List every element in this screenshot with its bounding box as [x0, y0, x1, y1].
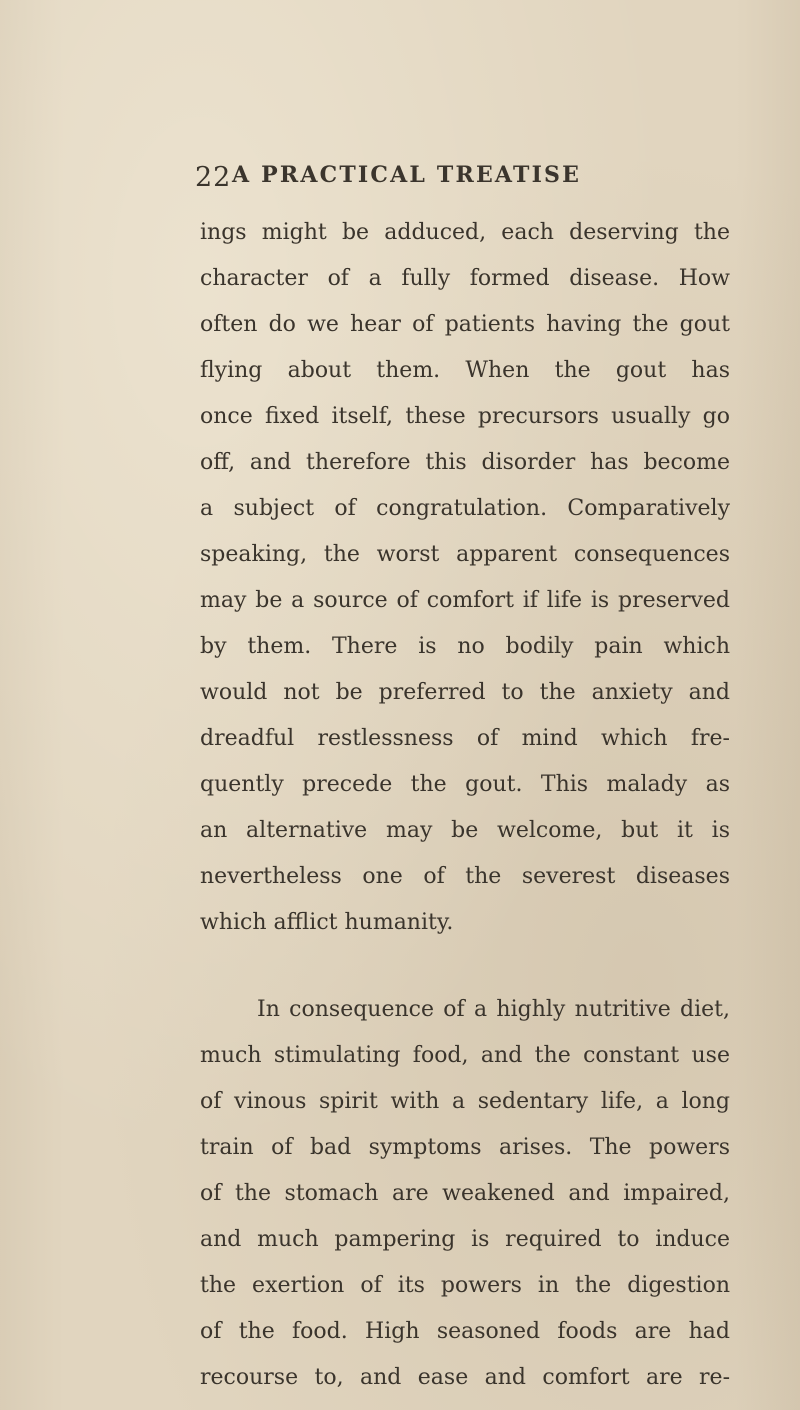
text-line: character of a fully formed disease. How: [200, 266, 730, 291]
text-line: train of bad symptoms arises. The powers: [200, 1135, 730, 1160]
running-head: [195, 162, 755, 202]
text-line: and much pampering is required to induce: [200, 1227, 730, 1252]
text-line: flying about them. When the gout has: [200, 358, 730, 383]
text-line: much stimulating food, and the constant use: [200, 1043, 730, 1068]
text-line: of the food. High seasoned foods are had: [200, 1319, 730, 1344]
text-line: often do we hear of patients having the gout: [200, 312, 730, 337]
text-line: ings might be adduced, each deserving the: [200, 220, 730, 245]
text-line: once fixed itself, these precursors usually go: [200, 404, 730, 429]
text-line: of vinous spirit with a sedentary life, a long: [200, 1089, 730, 1114]
text-line: dreadful restlessness of mind which fre-: [200, 726, 730, 751]
text-line: the exertion of its powers in the digestion: [200, 1273, 730, 1298]
text-line: which afflict humanity.: [200, 910, 454, 935]
text-line: nevertheless one of the severest diseases: [200, 864, 730, 889]
text-line: may be a source of comfort if life is preserved: [200, 588, 730, 613]
text-line: off, and therefore this disorder has become: [200, 450, 730, 475]
text-line: quently precede the gout. This malady as: [200, 772, 730, 797]
text-line: In consequence of a highly nutritive diet,: [257, 997, 730, 1022]
text-line: recourse to, and ease and comfort are re-: [200, 1365, 730, 1390]
text-line: speaking, the worst apparent consequences: [200, 542, 730, 567]
text-line: of the stomach are weakened and impaired,: [200, 1181, 730, 1206]
text-line: by them. There is no bodily pain which: [200, 634, 730, 659]
text-line: an alternative may be welcome, but it is: [200, 818, 730, 843]
text-line: a subject of congratulation. Comparatively: [200, 496, 730, 521]
page-number: 22: [195, 162, 232, 193]
running-title: A PRACTICAL TREATISE: [232, 162, 582, 188]
text-line: would not be preferred to the anxiety and: [200, 680, 730, 705]
